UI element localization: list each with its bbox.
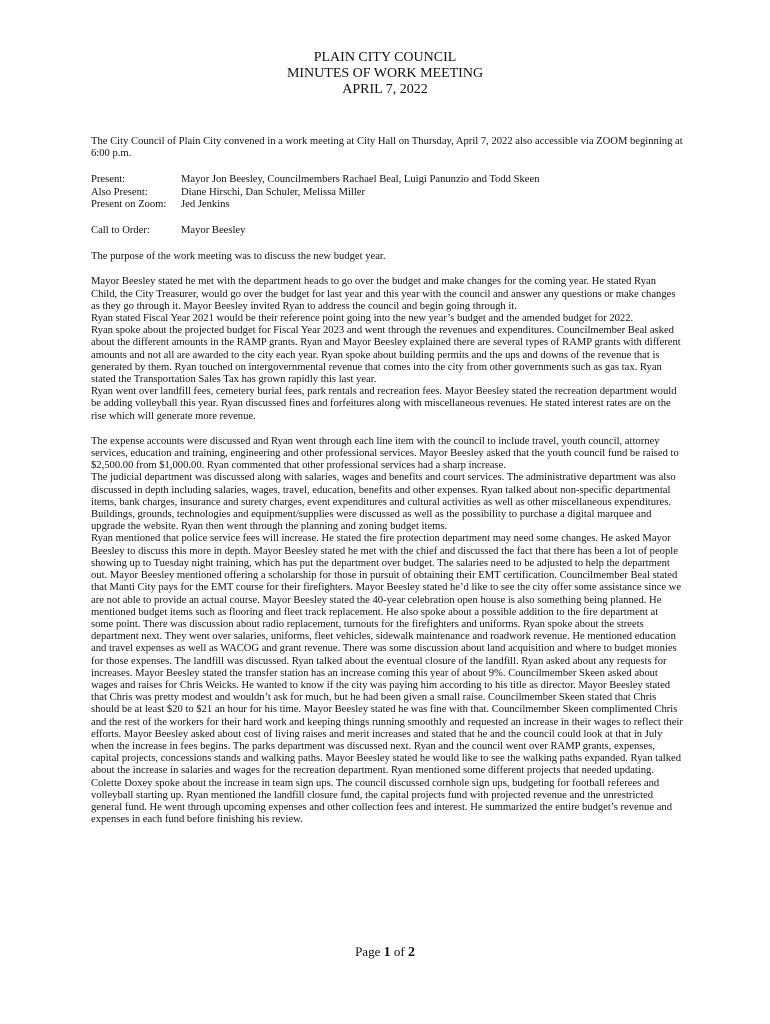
call-to-order: [91, 225, 683, 237]
page-footer: [0, 944, 770, 961]
page-total: 2: [407, 945, 415, 960]
paragraph-line: The judicial department was discussed along with salaries, wages and benefits and court services. The administrative department was also discussed in depth including salaries, wages, travel, education, benefits and other expenses. Ryan talked about non-specific departmental items, bank charges, insurance and surety charges, event expenditures and cultural activities as well as other miscellaneous expenditures. Buildings, grounds, technologies and equipment/supplies were discussed as well as the possibility to purchase a digital marquee and upgrade the website. Ryan then went through the planning and zoning budget items.: [91, 472, 676, 533]
attendance-value: Diane Hirschi, Dan Schuler, Melissa Miller: [181, 186, 366, 198]
page-number: 1: [383, 945, 391, 960]
attendance-label: Present on Zoom:: [91, 198, 167, 210]
attendance-row: [91, 174, 683, 186]
paragraph-line: Mayor Beesley stated he met with the department heads to go over the budget and make changes for the coming year. He stated Ryan Child, the City Treasurer, would go over the budget for last year and this year with the council and answer any questions or make changes as they go through it. Mayor Beesley invited Ryan to address the council and begin going through it.: [91, 276, 676, 312]
attendance-value: Jed Jenkins: [181, 198, 230, 210]
attendance-value: Mayor Jon Beesley, Councilmembers Rachael Beal, Luigi Panunzio and Todd Skeen: [181, 174, 540, 186]
intro-paragraph: The City Council of Plain City convened in a work meeting at City Hall on Thursday, April 7, 2022 also accessible via ZOOM beginning at 6:00 p.m.: [91, 136, 683, 160]
attendance-label: Also Present:: [91, 186, 148, 198]
paragraph-line: Ryan mentioned that police service fees will increase. He stated the fire protection department may need some changes. He asked Mayor Beesley to discuss this more in depth. Mayor Beesley stated he met with the chief and discussed the fact that there has been a lot of people showing up to Tuesday night training, which has put the department over budget. The salaries need to be adjusted to help the department out. Mayor Beesley mentioned offering a scholarship for those in pursuit of obtaining their EMT certification. Councilmember Beal stated that Manti City pays for the EMT course for their firefighters. Mayor Beesley stated he’d like to see the city offer some assistance since we are not able to provide an actual course. Mayor Beesley stated the 40-year celebration open house is also something being planned. He mentioned budget items such as flooring and fleet track replacement. He also spoke about a possible addition to the fire department at some point. There was discussion about radio replacement, turnouts for the firefighters and uniforms. Ryan spoke about the streets department next. They went over salaries, uniforms, fleet vehicles, sidewalk maintenance and roadwork revenue. He mentioned education and travel expenses as well as WACOG and grant revenue. There was some discussion about land acquisition and where to budget monies for those expenses. The landfill was discussed. Ryan talked about the eventual closure of the landfill. Ryan asked about any requests for increases. Mayor Beesley stated the transfer station has an increase coming this year of about 9%. Councilmember Skeen asked about wages and raises for Chris Weicks. He wanted to know if the city was paying him according to his title as director. Mayor Beesley stated that Chris was pretty modest and wouldn’t ask for much, but he had been given a small raise. Councilmember Skeen stated that Chris should be at least $20 to $21 an hour for his time. Mayor Beesley stated he was fine with that. Councilmember Skeen complimented Chris and the rest of the workers for their hard work and keeping things running smoothly and requested an increase in their wages to reflect their efforts. Mayor Beesley asked about cost of living raises and merit increases and stated that he and the council could look at that in July when the increase in fees begins. The parks department was discussed next. Ryan and the council went over RAMP grants, expenses, capital projects, concessions stands and walking paths. Mayor Beesley stated he would like to see the walking paths expanded. Ryan talked about the increase in salaries and wages for the recreation department. Ryan mentioned some different projects that needed updating. Colette Doxey spoke about the increase in team sign ups. The council discussed cornhole sign ups, budgeting for football referees and volleyball starting up. Ryan mentioned the landfill closure fund, the capital projects fund with projected revenue and the unrestricted general fund. He went through upcoming expenses and other collection fees and interest. He summarized the entire budget’s revenue and expenses in each fund before finishing his review.: [91, 533, 683, 826]
paragraph-line: Ryan spoke about the projected budget for Fiscal Year 2023 and went through the revenues and expenditures. Councilmember Beal asked about the different amounts in the RAMP grants. Ryan and Mayor Beesley explained there are several types of RAMP grants with different amounts and not all are awarded to the city each year. Ryan spoke about building permits and the ups and downs of the revenue that is generated by them. Ryan touched on intergovernmental revenue that comes into the city from other governments such as gas tax. Ryan stated the Transportation Sales Tax has grown rapidly this last year.: [91, 325, 681, 386]
attendance-list: [91, 174, 683, 211]
attendance-label: Present:: [91, 174, 126, 186]
paragraph-line: Ryan went over landfill fees, cemetery burial fees, park rentals and recreation fees. Mayor Beesley stated the recreation department would be adding volleyball this year. Ryan discussed fines and forfeitures along with miscellaneous revenues. He stated interest rates are on the rise which will generate more revenue.: [91, 386, 677, 422]
document-body: [91, 136, 683, 826]
title-line-3: APRIL 7, 2022: [342, 82, 428, 97]
expense-section: [91, 436, 683, 827]
title-line-2: MINUTES OF WORK MEETING: [286, 66, 484, 81]
call-to-order-label: Call to Order:: [91, 225, 150, 237]
attendance-row: [91, 199, 683, 211]
document-title: [0, 50, 770, 98]
revenue-section: [91, 276, 683, 422]
of-word: of: [393, 944, 405, 959]
title-line-1: PLAIN CITY COUNCIL: [313, 50, 457, 65]
page-word: Page: [355, 944, 381, 959]
paragraph-line: Ryan stated Fiscal Year 2021 would be their reference point going into the new year’s budget and the amended budget for 2022.: [91, 313, 634, 325]
paragraph-line: The expense accounts were discussed and Ryan went through each line item with the council to include travel, youth council, attorney services, education and training, engineering and other professional services. Mayor Beesley asked that the youth council fund be raised to $2,500.00 from $1,000.00. Ryan commented that other professional services had a sharp increase.: [91, 435, 679, 472]
call-to-order-value: Mayor Beesley: [181, 225, 246, 237]
purpose-paragraph: The purpose of the work meeting was to discuss the new budget year.: [91, 251, 386, 263]
attendance-row: [91, 187, 683, 199]
